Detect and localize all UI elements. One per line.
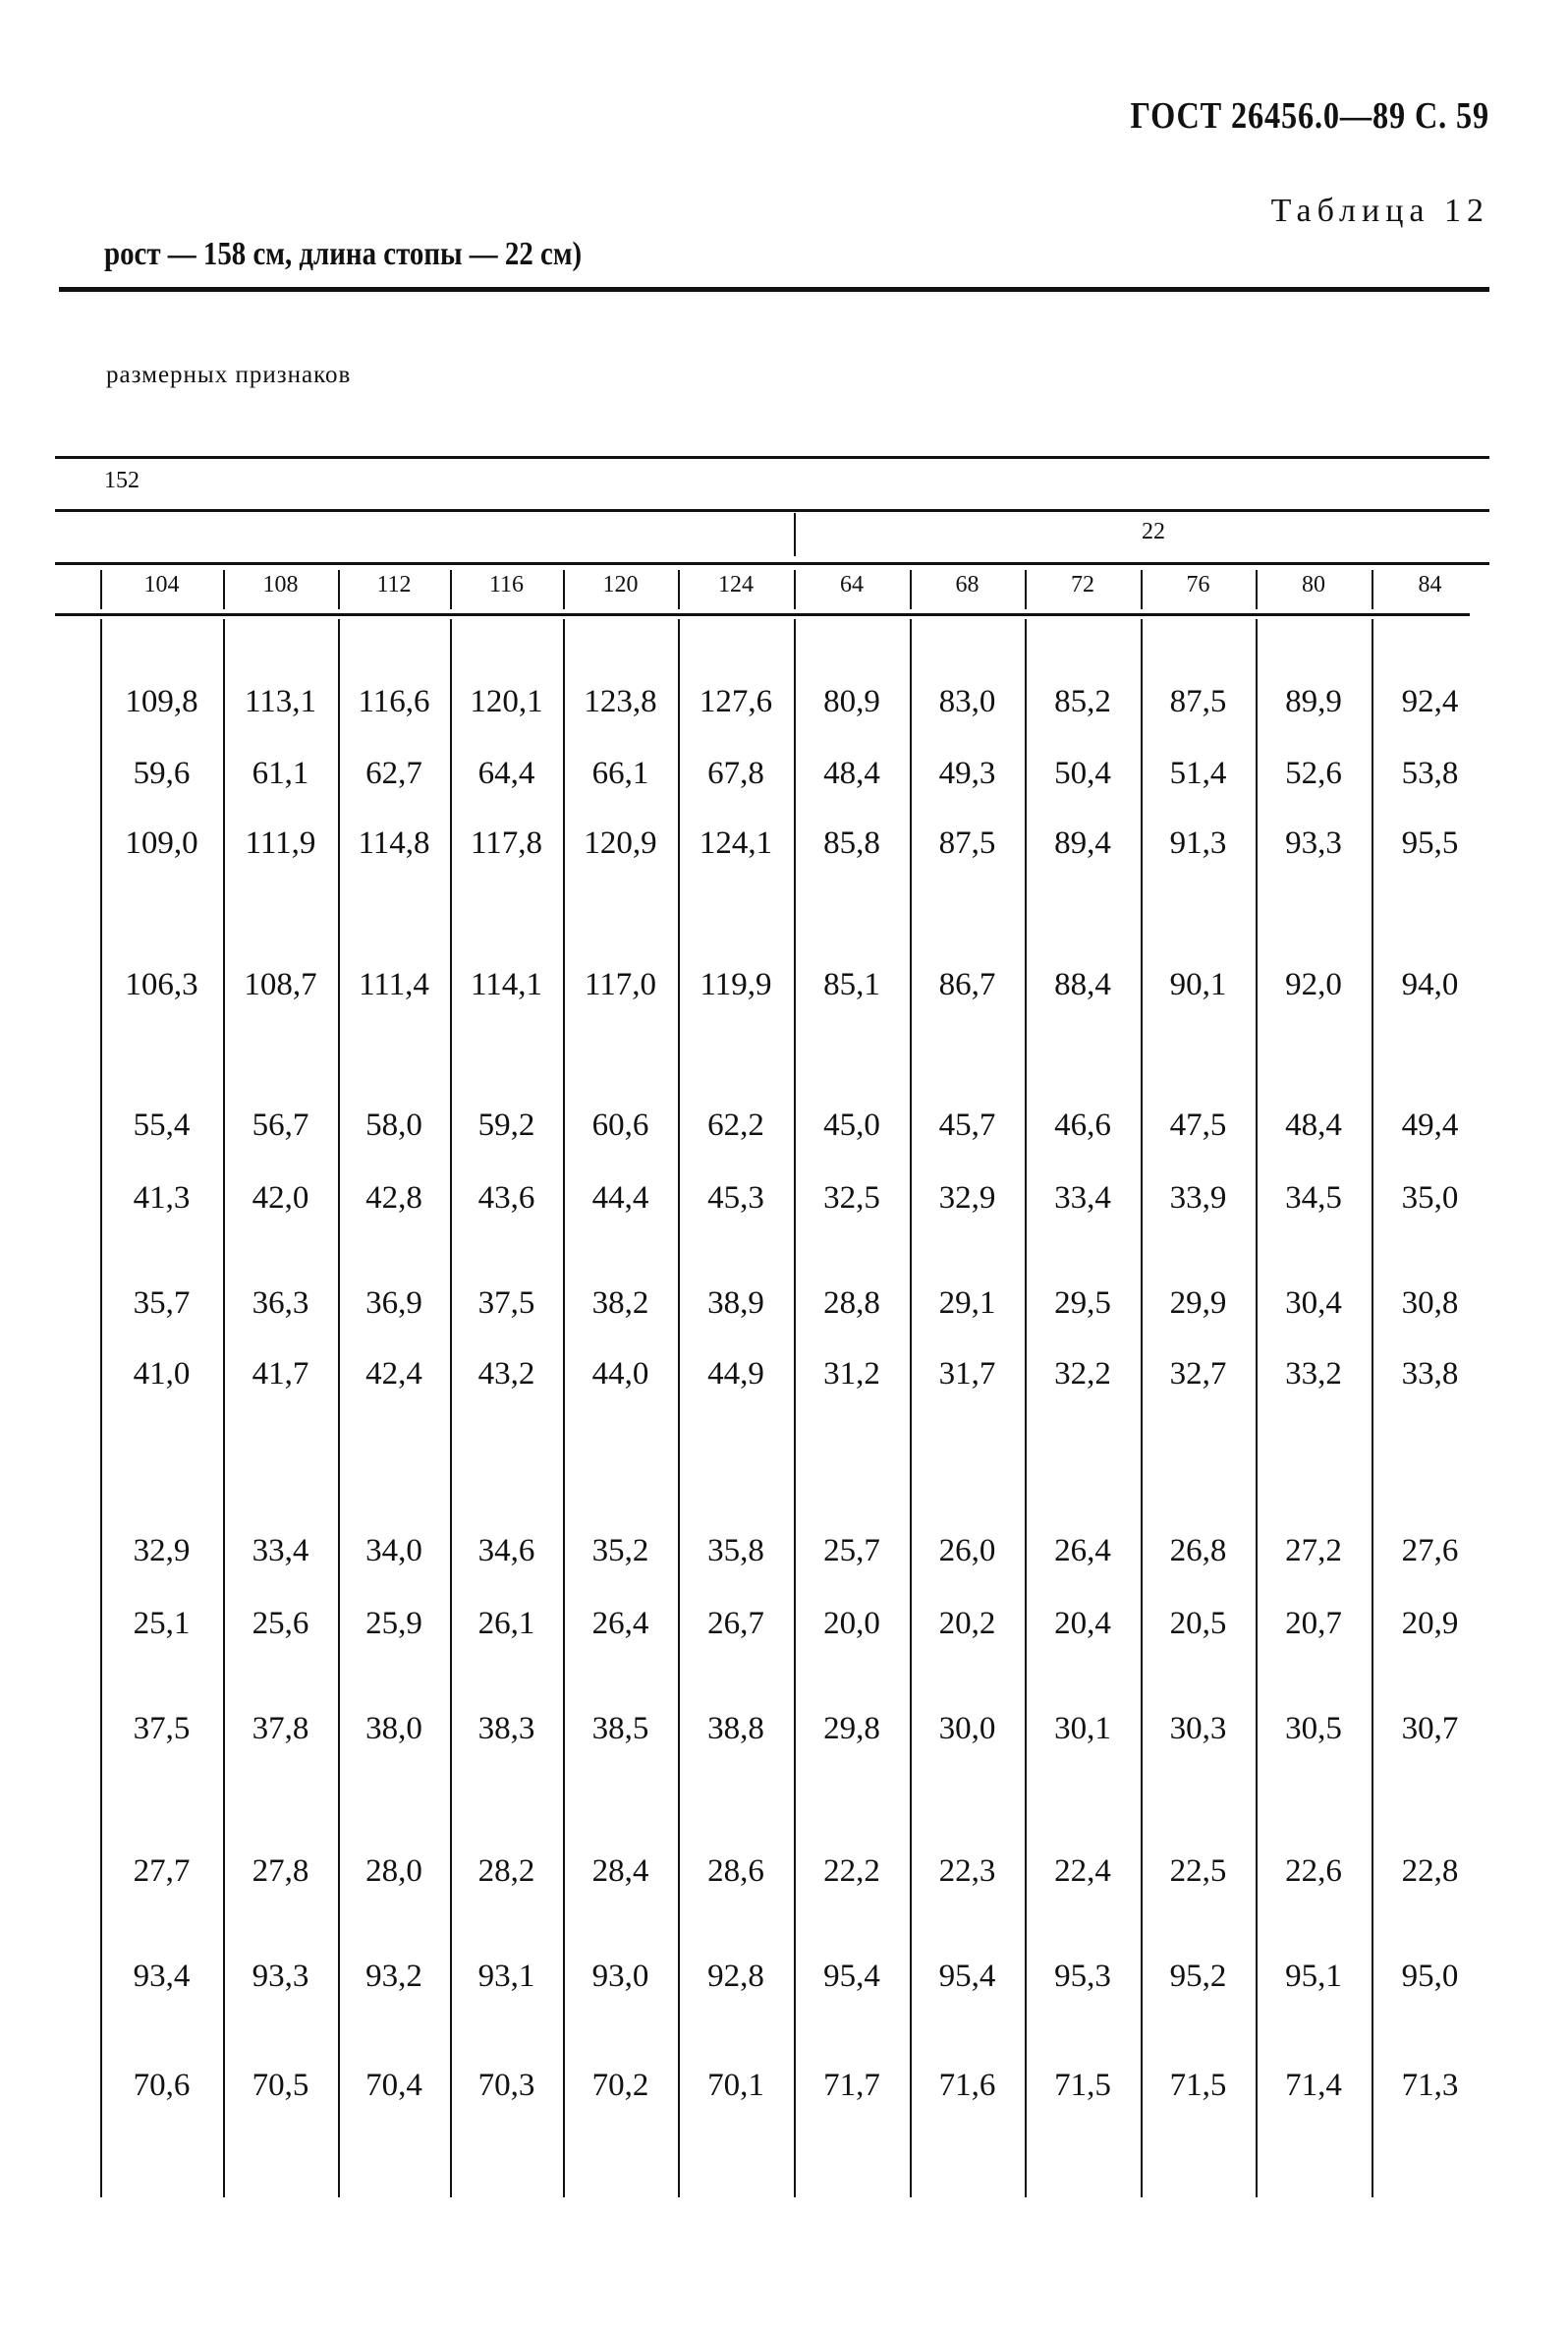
- table-cell: 43,2: [477, 1356, 535, 1392]
- table-cell: 30,1: [1054, 1711, 1111, 1746]
- table-rule: [55, 456, 1489, 459]
- table-cell: 32,5: [823, 1180, 880, 1216]
- table-cell: 83,0: [938, 684, 996, 719]
- table-cell: 95,0: [1401, 1959, 1459, 1994]
- table-cell: 26,0: [938, 1533, 996, 1568]
- table-cell: 32,9: [938, 1180, 996, 1216]
- table-cell: 95,1: [1285, 1959, 1342, 1994]
- table-cell: 50,4: [1054, 756, 1111, 791]
- table-cell: 35,2: [591, 1533, 649, 1568]
- table-cell: 22,5: [1169, 1853, 1227, 1889]
- table-cell: 38,2: [591, 1285, 649, 1321]
- table-cell: 67,8: [707, 756, 764, 791]
- table-cell: 90,1: [1169, 967, 1227, 1002]
- table-cell: 29,1: [938, 1285, 996, 1321]
- table-cell: 106,3: [125, 967, 198, 1002]
- table-cell: 29,9: [1169, 1285, 1227, 1321]
- table-cell: 25,6: [252, 1606, 309, 1641]
- table-cell: 20,5: [1169, 1606, 1227, 1641]
- table-cell: 30,5: [1285, 1711, 1342, 1746]
- table-cell: 28,8: [823, 1285, 880, 1321]
- table-cell: 22,4: [1054, 1853, 1111, 1889]
- column-header: 72: [1071, 572, 1094, 597]
- table-cell: 22,8: [1401, 1853, 1459, 1889]
- table-cell: 109,8: [125, 684, 198, 719]
- table-cell: 114,1: [470, 967, 543, 1002]
- table-cell: 127,6: [699, 684, 773, 719]
- table-cell: 89,9: [1285, 684, 1342, 719]
- table-cell: 44,0: [591, 1356, 649, 1392]
- table-cell: 33,2: [1285, 1356, 1342, 1392]
- header-column-divider: [1141, 570, 1143, 609]
- table-cell: 56,7: [252, 1108, 309, 1143]
- table-cell: 33,4: [252, 1533, 309, 1568]
- table-cell: 70,5: [252, 2068, 309, 2103]
- table-cell: 86,7: [938, 967, 996, 1002]
- table-cell: 31,2: [823, 1356, 880, 1392]
- table-cell: 44,4: [591, 1180, 649, 1216]
- group-divider: [794, 513, 796, 556]
- table-cell: 28,0: [365, 1853, 422, 1889]
- table-cell: 91,3: [1169, 825, 1227, 861]
- table-cell: 95,5: [1401, 825, 1459, 861]
- table-cell: 33,8: [1401, 1356, 1459, 1392]
- table-cell: 28,6: [707, 1853, 764, 1889]
- table-cell: 95,4: [823, 1959, 880, 1994]
- table-cell: 38,0: [365, 1711, 422, 1746]
- table-cell: 66,1: [591, 756, 649, 791]
- table-cell: 27,2: [1285, 1533, 1342, 1568]
- table-cell: 41,7: [252, 1356, 309, 1392]
- table-cell: 49,4: [1401, 1108, 1459, 1143]
- table-cell: 71,3: [1401, 2068, 1459, 2103]
- table-cell: 28,2: [477, 1853, 535, 1889]
- table-cell: 95,2: [1169, 1959, 1227, 1994]
- table-cell: 35,7: [133, 1285, 191, 1321]
- table-cell: 88,4: [1054, 967, 1111, 1002]
- table-cell: 93,3: [1285, 825, 1342, 861]
- table-cell: 47,5: [1169, 1108, 1227, 1143]
- table-cell: 62,7: [365, 756, 422, 791]
- table-cell: 55,4: [133, 1108, 191, 1143]
- table-cell: 85,8: [823, 825, 880, 861]
- table-cell: 26,4: [591, 1606, 649, 1641]
- table-rule: [55, 613, 1470, 616]
- table-cell: 20,2: [938, 1606, 996, 1641]
- header-column-divider: [223, 570, 225, 609]
- table-cell: 27,6: [1401, 1533, 1459, 1568]
- table-cell: 109,0: [125, 825, 198, 861]
- table-cell: 108,7: [244, 967, 317, 1002]
- table-cell: 36,9: [365, 1285, 422, 1321]
- table-cell: 93,1: [477, 1959, 535, 1994]
- table-cell: 85,1: [823, 967, 880, 1002]
- column-header: 84: [1418, 572, 1442, 597]
- table-cell: 27,7: [133, 1853, 191, 1889]
- column-header: 108: [262, 572, 299, 597]
- table-rule: [55, 562, 1489, 565]
- table-cell: 52,6: [1285, 756, 1342, 791]
- header-column-divider: [563, 570, 565, 609]
- table-cell: 20,7: [1285, 1606, 1342, 1641]
- table-cell: 89,4: [1054, 825, 1111, 861]
- table-cell: 22,6: [1285, 1853, 1342, 1889]
- header-column-divider: [794, 570, 796, 609]
- table-cell: 113,1: [244, 684, 317, 719]
- table-cell: 119,9: [700, 967, 772, 1002]
- column-header: 112: [376, 572, 412, 597]
- table-cell: 20,0: [823, 1606, 880, 1641]
- header-column-divider: [1256, 570, 1258, 609]
- table-cell: 37,5: [133, 1711, 191, 1746]
- table-cell: 30,7: [1401, 1711, 1459, 1746]
- table-cell: 49,3: [938, 756, 996, 791]
- table-cell: 31,7: [938, 1356, 996, 1392]
- table-cell: 26,1: [477, 1606, 535, 1641]
- table-cell: 117,8: [470, 825, 543, 861]
- table-cell: 22,3: [938, 1853, 996, 1889]
- table-cell: 58,0: [365, 1108, 422, 1143]
- table-cell: 111,4: [359, 967, 429, 1002]
- column-header: 76: [1186, 572, 1210, 597]
- table-cell: 94,0: [1401, 967, 1459, 1002]
- table-cell: 20,9: [1401, 1606, 1459, 1641]
- table-cell: 124,1: [699, 825, 773, 861]
- header-column-divider: [678, 570, 680, 609]
- table-cell: 95,4: [938, 1959, 996, 1994]
- section-label: размерных признаков: [106, 362, 352, 388]
- table-cell: 46,6: [1054, 1108, 1111, 1143]
- table-cell: 80,9: [823, 684, 880, 719]
- table-cell: 27,8: [252, 1853, 309, 1889]
- table-cell: 33,9: [1169, 1180, 1227, 1216]
- table-cell: 71,5: [1054, 2068, 1111, 2103]
- table-cell: 51,4: [1169, 756, 1227, 791]
- table-cell: 117,0: [584, 967, 657, 1002]
- table-cell: 92,8: [707, 1959, 764, 1994]
- table-cell: 34,0: [365, 1533, 422, 1568]
- table-cell: 92,4: [1401, 684, 1459, 719]
- table-cell: 26,7: [707, 1606, 764, 1641]
- table-cell: 25,7: [823, 1533, 880, 1568]
- table-cell: 92,0: [1285, 967, 1342, 1002]
- table-cell: 32,2: [1054, 1356, 1111, 1392]
- table-cell: 25,9: [365, 1606, 422, 1641]
- table-cell: 42,0: [252, 1180, 309, 1216]
- table-cell: 38,3: [477, 1711, 535, 1746]
- table-cell: 59,6: [133, 756, 191, 791]
- group-label-top: 152: [104, 468, 140, 493]
- header-column-divider: [1372, 570, 1373, 609]
- table-cell: 26,8: [1169, 1533, 1227, 1568]
- table-cell: 120,1: [470, 684, 543, 719]
- table-cell: 70,2: [591, 2068, 649, 2103]
- table-cell: 93,4: [133, 1959, 191, 1994]
- table-cell: 64,4: [477, 756, 535, 791]
- table-cell: 87,5: [938, 825, 996, 861]
- table-cell: 71,5: [1169, 2068, 1227, 2103]
- table-subtitle: рост — 158 см, длина стопы — 22 см): [104, 236, 583, 272]
- table-cell: 38,5: [591, 1711, 649, 1746]
- table-cell: 29,8: [823, 1711, 880, 1746]
- table-cell: 70,6: [133, 2068, 191, 2103]
- table-cell: 62,2: [707, 1108, 764, 1143]
- column-header: 80: [1302, 572, 1325, 597]
- table-cell: 30,3: [1169, 1711, 1227, 1746]
- table-cell: 41,3: [133, 1180, 191, 1216]
- group-label-right: 22: [1142, 519, 1165, 544]
- table-cell: 70,1: [707, 2068, 764, 2103]
- table-cell: 35,8: [707, 1533, 764, 1568]
- table-cell: 29,5: [1054, 1285, 1111, 1321]
- column-header: 64: [840, 572, 864, 597]
- table-cell: 32,9: [133, 1533, 191, 1568]
- table-cell: 32,7: [1169, 1356, 1227, 1392]
- table-cell: 42,4: [365, 1356, 422, 1392]
- table-cell: 93,2: [365, 1959, 422, 1994]
- column-header: 116: [488, 572, 525, 597]
- table-cell: 20,4: [1054, 1606, 1111, 1641]
- table-cell: 59,2: [477, 1108, 535, 1143]
- table-cell: 37,8: [252, 1711, 309, 1746]
- table-cell: 41,0: [133, 1356, 191, 1392]
- header-column-divider: [100, 570, 102, 609]
- table-cell: 45,0: [823, 1108, 880, 1143]
- title-divider: [59, 287, 1489, 292]
- table-cell: 123,8: [584, 684, 657, 719]
- table-cell: 30,4: [1285, 1285, 1342, 1321]
- table-cell: 48,4: [823, 756, 880, 791]
- table-cell: 45,7: [938, 1108, 996, 1143]
- table-cell: 30,0: [938, 1711, 996, 1746]
- table-cell: 35,0: [1401, 1180, 1459, 1216]
- table-cell: 45,3: [707, 1180, 764, 1216]
- table-cell: 111,9: [245, 825, 316, 861]
- table-cell: 71,7: [823, 2068, 880, 2103]
- column-header: 68: [955, 572, 980, 597]
- table-cell: 87,5: [1169, 684, 1227, 719]
- table-cell: 48,4: [1285, 1108, 1342, 1143]
- table-cell: 43,6: [477, 1180, 535, 1216]
- column-header: 104: [143, 572, 180, 597]
- column-header: 124: [718, 572, 754, 597]
- table-cell: 53,8: [1401, 756, 1459, 791]
- table-cell: 44,9: [707, 1356, 764, 1392]
- table-cell: 95,3: [1054, 1959, 1111, 1994]
- table-cell: 42,8: [365, 1180, 422, 1216]
- table-cell: 38,8: [707, 1711, 764, 1746]
- header-column-divider: [910, 570, 912, 609]
- table-cell: 38,9: [707, 1285, 764, 1321]
- header-column-divider: [1025, 570, 1027, 609]
- table-cell: 114,8: [358, 825, 430, 861]
- table-cell: 116,6: [358, 684, 430, 719]
- table-cell: 33,4: [1054, 1180, 1111, 1216]
- table-cell: 28,4: [591, 1853, 649, 1889]
- table-cell: 70,4: [365, 2068, 422, 2103]
- table-cell: 36,3: [252, 1285, 309, 1321]
- table-cell: 71,4: [1285, 2068, 1342, 2103]
- table-cell: 60,6: [591, 1108, 649, 1143]
- table-cell: 30,8: [1401, 1285, 1459, 1321]
- standard-reference: ГОСТ 26456.0—89 С. 59: [1130, 95, 1489, 137]
- table-cell: 61,1: [252, 756, 309, 791]
- table-cell: 93,0: [591, 1959, 649, 1994]
- table-cell: 22,2: [823, 1853, 880, 1889]
- table-cell: 85,2: [1054, 684, 1111, 719]
- table-cell: 93,3: [252, 1959, 309, 1994]
- table-cell: 26,4: [1054, 1533, 1111, 1568]
- table-rule: [55, 509, 1489, 512]
- table-cell: 71,6: [938, 2068, 996, 2103]
- table-cell: 25,1: [133, 1606, 191, 1641]
- table-cell: 120,9: [584, 825, 657, 861]
- table-cell: 37,5: [477, 1285, 535, 1321]
- table-cell: 34,5: [1285, 1180, 1342, 1216]
- table-cell: 34,6: [477, 1533, 535, 1568]
- column-divider: [100, 619, 102, 2197]
- column-header: 120: [602, 572, 639, 597]
- table-cell: 70,3: [477, 2068, 535, 2103]
- table-label: Таблица 12: [1270, 193, 1489, 229]
